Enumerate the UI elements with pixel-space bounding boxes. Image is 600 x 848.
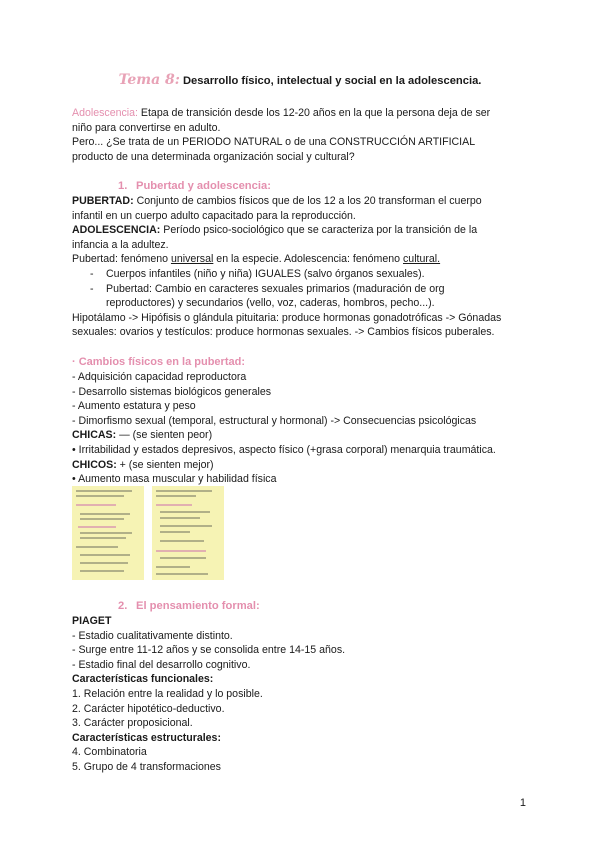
chicos-notes-image	[152, 486, 224, 580]
funcionales-heading: Características funcionales:	[72, 673, 214, 686]
section-title: Pubertad y adolescencia:	[136, 180, 271, 192]
section-pensamiento-formal	[72, 598, 532, 775]
list-item-continued: reproductores) y secundarios (vello, voz, caderas, hombros, pecho...).	[106, 297, 435, 310]
adolescencia-def-2: infancia a la adultez.	[72, 238, 169, 251]
cambios-heading: · Cambios físicos en la pubertad:	[72, 356, 245, 368]
chicas-term: CHICAS:	[72, 429, 117, 442]
list-item: - Cuerpos infantiles (niño y niña) IGUALES (salvo órganos sexuales).	[90, 267, 425, 280]
section-heading-2	[72, 598, 532, 614]
chicas-text: — (se sienten peor)	[116, 429, 213, 442]
chicos-detail: • Aumento masa muscular y habilidad física	[72, 473, 277, 486]
chicas-notes-image	[72, 486, 144, 580]
chicas-detail: • Irritabilidad y estados depresivos, aspecto físico (+grasa corporal) menarquia traumática.	[72, 443, 496, 456]
tema-label: Tema 8:	[118, 72, 180, 88]
page-title	[0, 71, 600, 90]
intro-line-1: Etapa de transición desde los 12-20 años en la que la persona deja de ser	[140, 107, 491, 119]
adolescencia-def-term: ADOLESCENCIA:	[72, 224, 161, 237]
title-text: Desarrollo físico, intelectual y social en la adolescencia.	[182, 75, 482, 87]
list-item: - Pubertad: Cambio en caracteres sexuales primarios (maduración de org	[90, 282, 445, 295]
chicos-text: + (se sienten mejor)	[116, 458, 214, 471]
hipotalamo-line-2: sexuales: ovarios y testículos: produce hormonas sexuales. -> Cambios físicos puberales.	[72, 326, 495, 339]
hipotalamo-line-1: Hipotálamo -> Hipófisis o glándula pituitaria: produce hormonas gonadotróficas -> Gónadas	[72, 311, 502, 324]
list-item: - Estadio final del desarrollo cognitivo.	[72, 658, 251, 671]
list-item: - Estadio cualitativamente distinto.	[72, 629, 233, 642]
pubertad-def-2: infantil en un cuerpo adulto capacitado para la reproducción.	[72, 209, 356, 222]
list-item: 1. Relación entre la realidad y lo posible.	[72, 687, 263, 700]
section-number: 2.	[118, 600, 128, 612]
list-item: - Aumento estatura y peso	[72, 400, 196, 413]
section-number: 1.	[118, 180, 128, 192]
list-item: 3. Carácter proposicional.	[72, 717, 193, 730]
list-item: 4. Combinatoria	[72, 746, 147, 759]
list-item: - Surge entre 11-12 años y se consolida entre 14-15 años.	[72, 644, 346, 657]
notes-images	[72, 486, 232, 580]
intro-line-3: Pero... ¿Se trata de un PERIODO NATURAL o de una CONSTRUCCIÓN ARTIFICIAL	[72, 136, 476, 149]
phenomenon-line: Pubertad: fenómeno universal en la especie. Adolescencia: fenómeno cultural.	[72, 253, 441, 266]
section-title: El pensamiento formal:	[136, 600, 260, 612]
section-cambios	[72, 354, 532, 487]
pubertad-term: PUBERTAD:	[72, 195, 134, 207]
list-item: - Dimorfismo sexual (temporal, estructural y hormonal) -> Consecuencias psicológicas	[72, 414, 477, 427]
estructurales-heading: Características estructurales:	[72, 731, 221, 744]
intro-paragraph	[72, 106, 532, 164]
list-item: - Adquisición capacidad reproductora	[72, 371, 247, 383]
intro-line-4: producto de una determinada organización social y cultural?	[72, 150, 355, 163]
list-item: - Desarrollo sistemas biológicos generales	[72, 385, 272, 398]
adolescencia-term: Adolescencia:	[72, 107, 138, 119]
list-item: 5. Grupo de 4 transformaciones	[72, 760, 221, 773]
list-item: 2. Carácter hipotético-deductivo.	[72, 702, 225, 715]
page-number: 1	[519, 797, 526, 809]
chicos-term: CHICOS:	[72, 458, 117, 471]
section-heading-1	[72, 178, 532, 194]
section-pubertad	[72, 178, 532, 340]
adolescencia-def-1: Período psico-sociológico que se caracteriza por la transición de la	[163, 224, 478, 237]
intro-line-2: niño para convertirse en adulto.	[72, 121, 221, 134]
pubertad-def-1: Conjunto de cambios físicos que de los 12 a los 20 transforman el cuerpo	[136, 195, 482, 207]
piaget-heading: PIAGET	[72, 615, 112, 627]
